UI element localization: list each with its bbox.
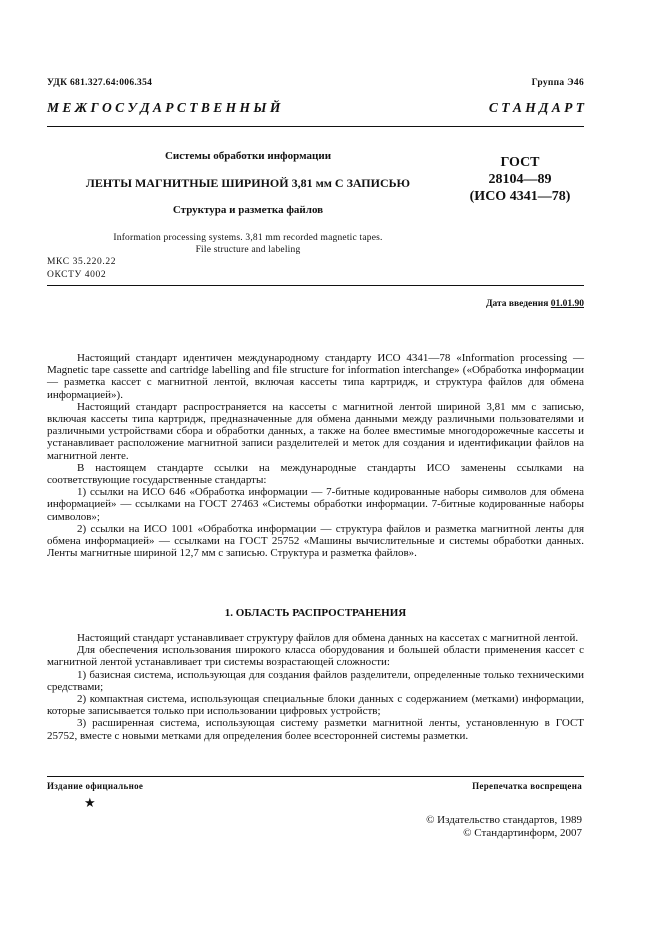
intro-text bbox=[47, 352, 584, 559]
official-edition: Издание официальное bbox=[47, 781, 144, 791]
gost-iso: (ИСО 4341—78) bbox=[469, 189, 571, 204]
banner-word-interstate: М Е Ж Г О С У Д А Р С Т В Е Н Н Ы Й bbox=[47, 100, 281, 115]
banner-rule bbox=[47, 126, 584, 127]
copyright-publisher: © Издательство стандартов, 1989 bbox=[426, 814, 582, 826]
gost-label: ГОСТ bbox=[500, 155, 540, 170]
section-heading: 1. ОБЛАСТЬ РАСПРОСТРАНЕНИЯ bbox=[224, 607, 407, 619]
okstu-code: ОКСТУ 4002 bbox=[47, 270, 107, 280]
gost-number: 28104—89 bbox=[488, 172, 552, 187]
mks-code: МКС 35.220.22 bbox=[47, 257, 117, 267]
banner-word-standard: С Т А Н Д А Р Т bbox=[488, 100, 584, 115]
udk-code: УДК 681.327.64:006.354 bbox=[47, 78, 153, 88]
intro-paragraph: Настоящий стандарт распространяется на кассеты с магнитной лентой шириной 3,81 мм с записью, включая кассеты типа картридж, предназначенные для обмена данными между различными пользователями и различными устройствами сбора и обработки данных, а также на более вместимые многодорожечные кассеты и устанавливает расположение магнитной записи разделителей и меток для создания и идентификации файлов на магнитной ленте. bbox=[47, 400, 584, 462]
section-paragraph: 2) компактная система, использующая специальные блоки данных с содержанием (метками) информации, которые записывается только при использовании цифровых устройств; bbox=[47, 693, 584, 718]
title-line-3: Структура и разметка файлов bbox=[172, 204, 324, 216]
date-label: Дата введения bbox=[485, 299, 549, 309]
intro-paragraph: 1) ссылки на ИСО 646 «Обработка информации — 7-битные кодированные наборы символов для обмена информацией» — ссылками на ГОСТ 27463 «Системы обработки информации. 7-битные кодированные наборы символов»; bbox=[47, 486, 584, 523]
date-value: 01.01.90 bbox=[550, 299, 584, 309]
star-icon: ★ bbox=[84, 795, 96, 810]
section-text bbox=[47, 632, 584, 742]
standard-banner bbox=[47, 100, 584, 116]
title-line-1: Системы обработки информации bbox=[164, 150, 332, 162]
title-english-1: Information processing systems. 3,81 mm recorded magnetic tapes. bbox=[113, 233, 383, 243]
section-paragraph: 3) расширенная система, использующая систему разметки магнитной ленты, установленную в ГОСТ 25752, вместе с новыми метками для определения более всесторонней системы разметки. bbox=[47, 717, 584, 742]
section-paragraph: 1) базисная система, использующая для создания файлов разделители, определенные только техническими средствами; bbox=[47, 668, 584, 693]
header-rule bbox=[47, 285, 584, 286]
intro-paragraph: 2) ссылки на ИСО 1001 «Обработка информации — структура файлов и разметка магнитной ленты для обмена информацией» — ссылками на ГОСТ 25752 «Машины вычислительные и системы обработки данных. Ленты магнитные шириной 12,7 мм с записью. Структура и разметка файлов». bbox=[47, 522, 584, 560]
section-paragraph: Настоящий стандарт устанавливает структуру файлов для обмена данных на кассетах с магнитной лентой. bbox=[77, 632, 579, 644]
reprint-notice: Перепечатка воспрещена bbox=[472, 781, 582, 791]
section-paragraph: Для обеспечения использования широкого класса оборудования и большей области применения кассет с магнитной лентой устанавливает три системы возрастающей сложности: bbox=[47, 644, 584, 669]
group-code: Группа Э46 bbox=[531, 78, 584, 88]
copyright-standartinform: © Стандартинформ, 2007 bbox=[463, 827, 582, 839]
gost-designation bbox=[455, 154, 585, 205]
intro-paragraph: В настоящем стандарте ссылки на международные стандарты ИСО заменены ссылками на соответствующие государственные стандарты: bbox=[47, 461, 584, 487]
intro-paragraph: Настоящий стандарт идентичен международному стандарту ИСО 4341—78 «Information processing — Magnetic tape cassette and cartridge labelling and file structure for information interchange» («Обработка информации — разметка кассет с магнитной лентой, включая кассеты типа картридж, и структура файлов для обмена информацией»). bbox=[47, 352, 584, 401]
effective-date bbox=[486, 299, 584, 309]
title-line-2: ЛЕНТЫ МАГНИТНЫЕ ШИРИНОЙ 3,81 мм С ЗАПИСЬЮ bbox=[85, 176, 411, 190]
header-top bbox=[47, 78, 584, 88]
title-english-2: File structure and labeling bbox=[195, 245, 301, 255]
footer-rule bbox=[47, 776, 584, 777]
